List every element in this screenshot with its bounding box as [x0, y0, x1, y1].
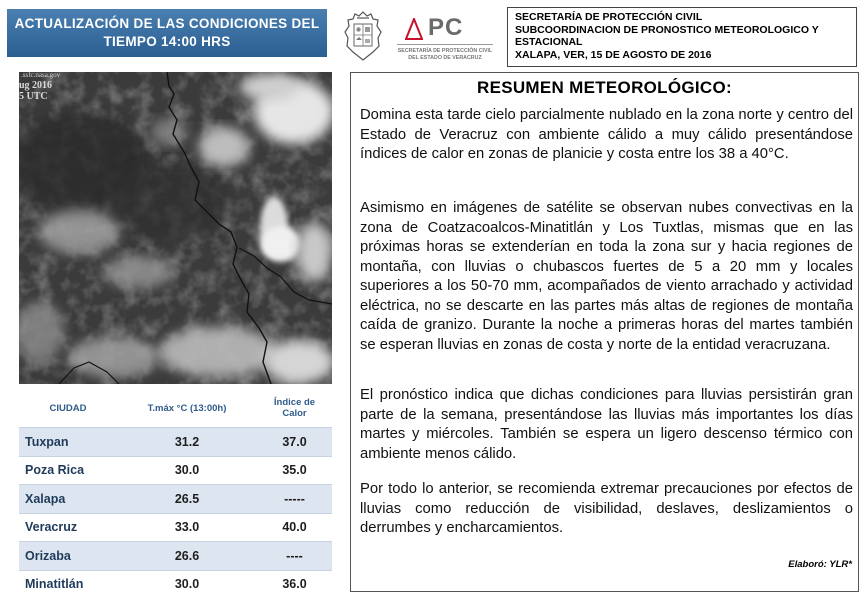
table-row	[19, 570, 332, 598]
table-row	[19, 428, 332, 457]
summary-paragraph-3: El pronóstico indica que dichas condiciones para lluvias persistirán gran parte de la semana, presentándose las lluvias más importantes los días martes y miércoles. También se espera un ligero descenso térmico con ambiente menos cálido.	[360, 387, 853, 462]
column-header-tmax: T.máx °C (13:00h)	[117, 389, 257, 428]
summary-paragraph-1: Domina esta tarde cielo parcialmente nublado en la zona norte y centro del Estado de Veracruz con ambiente cálido a muy cálido presentándose índices de calor en zonas de planicie y costa entre los 38 a 40°C.	[360, 107, 853, 162]
title-line-1: ACTUALIZACIÓN DE LAS CONDICIONES DEL	[14, 16, 320, 31]
city-name: Xalapa	[19, 485, 117, 514]
heat-index-header-line-2: Calor	[282, 408, 307, 419]
author-signature: Elaboró: YLR*	[788, 559, 852, 570]
summary-paragraph-4: Por todo lo anterior, se recomienda extremar precauciones por efectos de lluvias como reducción de visibilidad, deslaves, deslizamientos o derrumbes y encharcamientos.	[360, 481, 853, 536]
city-name: Orizaba	[19, 542, 117, 571]
heat-index: 35.0	[257, 456, 332, 485]
agency-info-box	[507, 7, 857, 67]
agency-name: SECRETARÍA DE PROTECCIÓN CIVIL	[515, 11, 703, 23]
max-temperature: 26.5	[117, 485, 257, 514]
heat-index: 36.0	[257, 570, 332, 598]
title-line-2: TIEMPO 14:00 HRS	[103, 34, 231, 49]
location-date: XALAPA, VER, 15 DE AGOSTO DE 2016	[515, 48, 712, 61]
city-temperature-table	[19, 389, 332, 598]
table-row	[19, 485, 332, 514]
pc-triangle-icon	[405, 18, 423, 40]
max-temperature: 30.0	[117, 570, 257, 598]
page-title	[7, 9, 327, 57]
satellite-time-label: 5 UTC	[19, 91, 48, 102]
divider	[397, 44, 493, 45]
pc-logo-sub-1: SECRETARÍA DE PROTECCIÓN CIVIL	[397, 48, 493, 54]
max-temperature: 31.2	[117, 428, 257, 457]
city-name: Veracruz	[19, 513, 117, 542]
city-name: Tuxpan	[19, 428, 117, 457]
satellite-source-label: .ssfc.nasa.gov	[21, 72, 61, 79]
table-row	[19, 456, 332, 485]
satellite-image	[19, 72, 332, 384]
pc-logo-letters: PC	[428, 14, 464, 41]
table-row	[19, 542, 332, 571]
max-temperature: 33.0	[117, 513, 257, 542]
summary-title: RESUMEN METEOROLÓGICO:	[477, 78, 732, 97]
pc-logo-subtitle	[391, 48, 499, 62]
table-row	[19, 513, 332, 542]
agency-subdivision-cont: ESTACIONAL	[515, 36, 583, 48]
weather-summary-panel	[350, 72, 859, 592]
satellite-date-label: ug 2016	[19, 80, 53, 91]
agency-subdivision: SUBCOORDINACION DE PRONOSTICO METEOROLOGICO Y	[515, 23, 819, 36]
pc-logo-sub-2: DEL ESTADO DE VERACRUZ	[408, 55, 482, 61]
heat-index: 37.0	[257, 428, 332, 457]
max-temperature: 26.6	[117, 542, 257, 571]
summary-paragraph-2: Asimismo en imágenes de satélite se observan nubes convectivas en la zona de Coatzacoalcos-Minatitlán y Los Tuxtlas, mismas que en las próximas horas se extenderían en toda la zona sur y hacia regiones de montaña, con lluvias o chubascos fuertes de 5 a 20 mm y locales superiores a los 50-70 mm, acompañados de viento arrachado y actividad eléctrica, no se descarte en las partes más altas de regiones de montaña caída de granizo. Durante la noche a primeras horas del martes también se esperan lluvias en zonas de costa y norte de la entidad veracruzana.	[360, 200, 853, 353]
max-temperature: 30.0	[117, 456, 257, 485]
heat-index-header-line-1: Índice de	[273, 397, 316, 408]
column-header-city: CIUDAD	[19, 389, 117, 428]
proteccion-civil-logo	[391, 14, 499, 64]
city-name: Poza Rica	[19, 456, 117, 485]
heat-index: -----	[257, 485, 332, 514]
city-name: Minatitlán	[19, 570, 117, 598]
column-header-heat-index	[257, 389, 332, 428]
heat-index: 40.0	[257, 513, 332, 542]
veracruz-seal-logo	[343, 10, 383, 62]
heat-index: ----	[257, 542, 332, 571]
